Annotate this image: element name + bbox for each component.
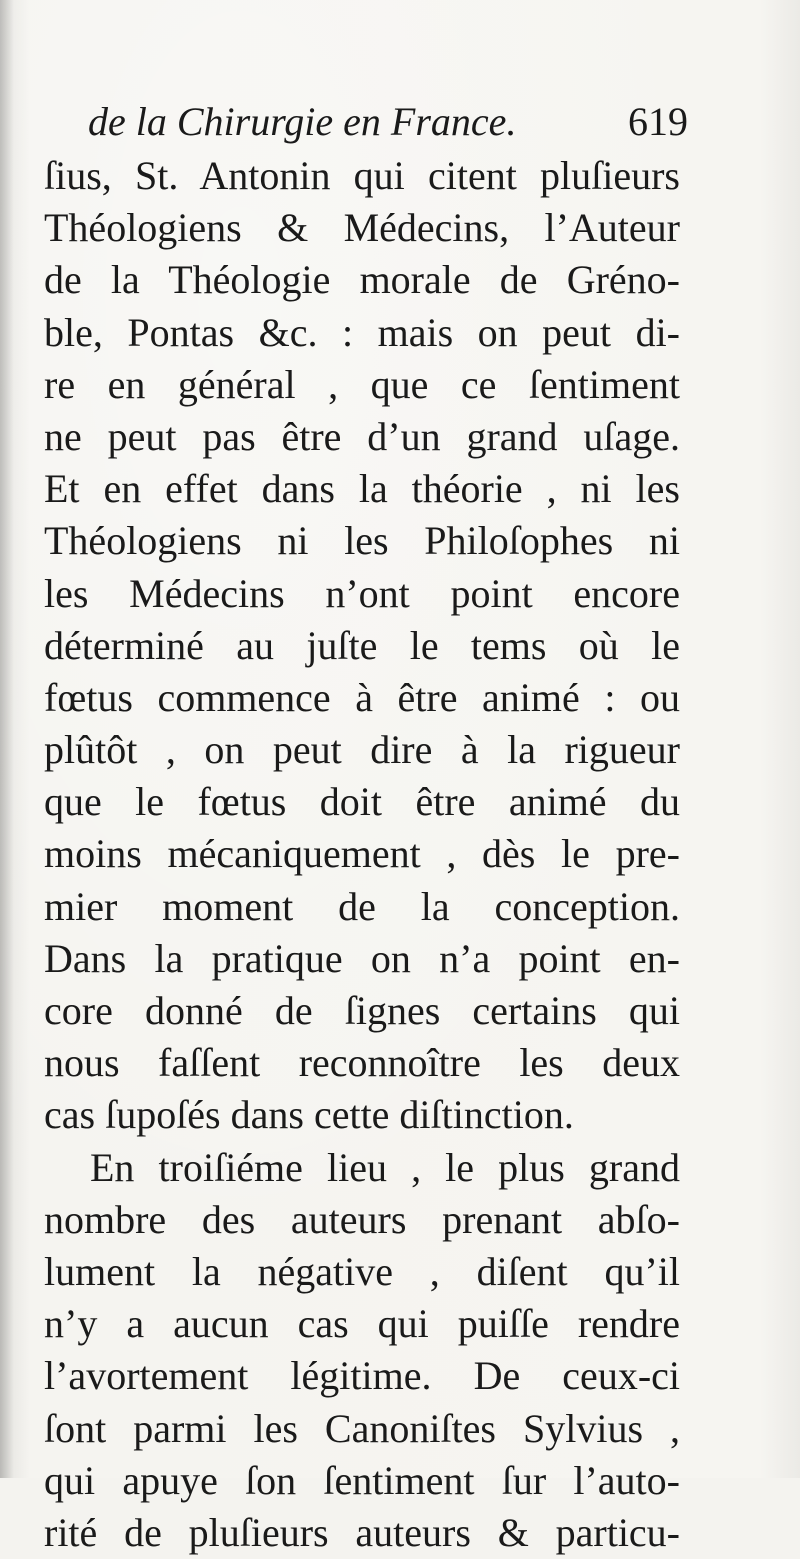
text-line: lument la négative , diſent qu’il xyxy=(44,1248,680,1294)
text-line: Théologiens & Médecins, l’Auteur xyxy=(44,205,680,251)
text-line: nous faſſent reconnoître les deux xyxy=(44,1040,680,1086)
text-line: ſius, St. Antonin qui citent pluſieurs xyxy=(44,153,680,198)
text-line: ne peut pas être d’un grand uſage. xyxy=(44,413,680,459)
running-head-title: de la Chirurgie en France. xyxy=(88,99,517,144)
text-line: rité de pluſieurs auteurs & particu- xyxy=(44,1509,680,1555)
text-line: déterminé au juſte le tems où le xyxy=(44,622,680,668)
page-number: 619 xyxy=(628,99,688,144)
text-line: Dans la pratique on n’a point en- xyxy=(44,935,680,981)
text-line: moins mécaniquement , dès le pre- xyxy=(44,831,680,877)
text-line: de la Théologie morale de Gréno- xyxy=(44,257,680,303)
text-line: qui apuye ſon ſentiment ſur l’auto- xyxy=(44,1457,680,1503)
text-line: n’y a aucun cas qui puiſſe rendre xyxy=(44,1301,680,1347)
text-line: plûtôt , on peut dire à la rigueur xyxy=(44,727,680,773)
text-line: les Médecins n’ont point encore xyxy=(44,570,680,616)
text-line: Théologiens ni les Philoſophes ni xyxy=(44,518,680,564)
body-text xyxy=(44,150,680,1559)
text-line-paragraph-end: cas ſupoſés dans cette diſtinction. xyxy=(44,1092,574,1138)
text-line: mier moment de la conception. xyxy=(44,883,680,929)
text-line: que le fœtus doit être animé du xyxy=(44,779,680,825)
text-line: fœtus commence à être animé : ou xyxy=(44,674,680,720)
running-head xyxy=(88,98,688,150)
text-line: re en général , que ce ſentiment xyxy=(44,361,680,407)
text-line: ſont parmi les Canoniſtes Sylvius , xyxy=(44,1405,680,1451)
text-line: l’avortement légitime. De ceux-ci xyxy=(44,1353,680,1399)
text-line-paragraph-start: En troiſiéme lieu , le plus grand xyxy=(90,1144,680,1190)
text-line: core donné de ſignes certains qui xyxy=(44,988,680,1033)
gutter-shadow xyxy=(0,0,14,1478)
text-line: nombre des auteurs prenant abſo- xyxy=(44,1196,680,1242)
text-line: Et en effet dans la théorie , ni les xyxy=(44,466,680,512)
text-line: ble, Pontas &c. : mais on peut di- xyxy=(44,309,680,355)
